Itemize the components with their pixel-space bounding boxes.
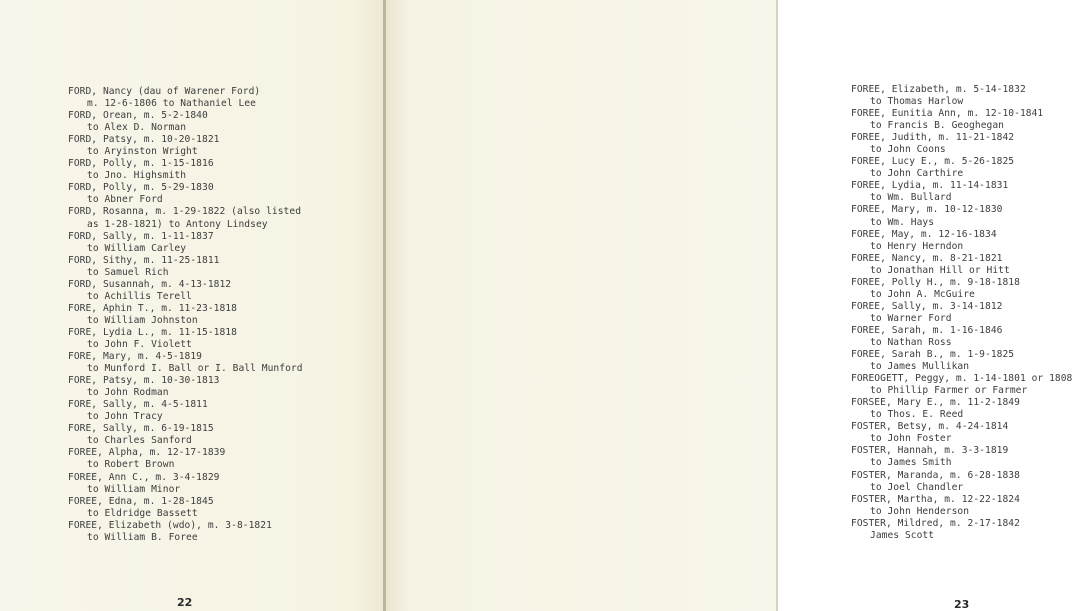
right-entry-list	[851, 84, 1072, 542]
entry-spouse-line: to John Coons	[870, 144, 946, 156]
entry-name-line: FOREE, Nancy, m. 8-21-1821	[851, 252, 1003, 264]
entry-name-line: FOSTER, Mildred, m. 2-17-1842	[851, 517, 1020, 529]
entry-name-line: FOREE, Lydia, m. 11-14-1831	[851, 180, 1009, 192]
marriage-entry	[851, 277, 1072, 301]
entry-name-line: FOREE, Edna, m. 1-28-1845	[68, 495, 214, 507]
entry-name-line: FOREE, Sally, m. 3-14-1812	[851, 300, 1003, 312]
entry-spouse-line: to William Carley	[87, 242, 187, 254]
entry-spouse-line: to Achillis Terell	[87, 290, 192, 302]
marriage-entry	[851, 325, 1072, 349]
entry-spouse-line: to John Rodman	[87, 387, 169, 399]
entry-name-line: FORD, Sally, m. 1-11-1837	[68, 230, 214, 242]
marriage-entry	[68, 279, 303, 303]
page-number-left: 22	[177, 596, 193, 609]
entry-spouse-line: to John Carthire	[870, 168, 964, 180]
entry-name-line: FORD, Patsy, m. 10-20-1821	[68, 134, 220, 146]
entry-name-line: FORE, Mary, m. 4-5-1819	[68, 351, 202, 363]
entry-name-line: FOREE, Lucy E., m. 5-26-1825	[851, 156, 1015, 168]
entry-spouse-line: to Henry Herndon	[870, 240, 964, 252]
entry-spouse-line: to Eldridge Bassett	[87, 507, 198, 519]
entry-spouse-line: to Aryinston Wright	[87, 146, 198, 158]
marriage-entry	[851, 180, 1072, 204]
background-margin	[778, 0, 840, 611]
marriage-entry	[68, 255, 303, 279]
marriage-entry	[68, 351, 303, 375]
marriage-entry	[851, 518, 1072, 542]
marriage-entry	[68, 110, 303, 134]
entry-spouse-line: to Nathan Ross	[870, 336, 952, 348]
entry-name-line: FOREE, Elizabeth, m. 5-14-1832	[851, 84, 1026, 95]
marriage-entry	[851, 373, 1072, 397]
entry-name-line: FOREE, Mary, m. 10-12-1830	[851, 204, 1003, 216]
entry-spouse-line: to Robert Brown	[87, 459, 175, 471]
marriage-entry	[851, 204, 1072, 228]
entry-name-line: FORD, Orean, m. 5-2-1840	[68, 110, 208, 122]
marriage-entry	[851, 397, 1072, 421]
marriage-entry	[68, 86, 303, 110]
entry-spouse-line: to Alex D. Norman	[87, 122, 187, 134]
entry-name-line: FORE, Patsy, m. 10-30-1813	[68, 375, 220, 387]
marriage-entry	[851, 84, 1072, 108]
entry-name-line: FOREE, Sarah B., m. 1-9-1825	[851, 349, 1015, 361]
entry-name-line: FOSTER, Martha, m. 12-22-1824	[851, 493, 1020, 505]
marriage-entry	[68, 472, 303, 496]
marriage-entry	[851, 156, 1072, 180]
entry-spouse-line: to William Johnston	[87, 314, 198, 326]
marriage-entry	[851, 494, 1072, 518]
entry-name-line: FORD, Susannah, m. 4-13-1812	[68, 278, 232, 290]
entry-name-line: FOSTER, Betsy, m. 4-24-1814	[851, 421, 1009, 433]
entry-name-line: FORE, Aphin T., m. 11-23-1818	[68, 302, 237, 314]
entry-name-line: FORE, Sally, m. 6-19-1815	[68, 423, 214, 435]
left-page	[0, 0, 383, 611]
marriage-entry	[68, 423, 303, 447]
entry-name-line: FORD, Polly, m. 5-29-1830	[68, 182, 214, 194]
entry-spouse-line: to Warner Ford	[870, 312, 952, 324]
marriage-entry	[851, 301, 1072, 325]
left-entry-list	[68, 86, 303, 544]
entry-spouse-line: to Wm. Bullard	[870, 192, 952, 204]
entry-spouse-line: to Francis B. Geoghegan	[870, 120, 1004, 132]
entry-spouse-line: to James Smith	[870, 457, 952, 469]
marriage-entry	[68, 182, 303, 206]
entry-spouse-line: to John Tracy	[87, 411, 163, 423]
entry-name-line: FOREE, Sarah, m. 1-16-1846	[851, 324, 1003, 336]
entry-spouse-line: to Joel Chandler	[870, 481, 964, 493]
entry-name-line: FORE, Lydia L., m. 11-15-1818	[68, 326, 237, 338]
entry-name-line: FOREE, Polly H., m. 9-18-1818	[851, 276, 1020, 288]
entry-spouse-line: to Thomas Harlow	[870, 96, 964, 108]
entry-spouse-line: to John F. Violett	[87, 338, 192, 350]
marriage-entry	[68, 303, 303, 327]
entry-spouse-line: to Jno. Highsmith	[87, 170, 187, 182]
entry-name-line: FORD, Polly, m. 1-15-1816	[68, 158, 214, 170]
entry-spouse-line: to William B. Foree	[87, 531, 198, 543]
marriage-entry	[68, 399, 303, 423]
marriage-entry	[851, 108, 1072, 132]
entry-name-line: FOREE, Alpha, m. 12-17-1839	[68, 447, 226, 459]
entry-name-line: FORD, Rosanna, m. 1-29-1822 (also listed	[68, 206, 302, 218]
entry-name-line: FOREE, Judith, m. 11-21-1842	[851, 132, 1015, 144]
entry-spouse-line: to Jonathan Hill or Hitt	[870, 264, 1010, 276]
marriage-entry	[851, 470, 1072, 494]
entry-name-line: FORD, Nancy (dau of Warener Ford)	[68, 86, 261, 97]
marriage-entry	[68, 327, 303, 351]
marriage-entry	[68, 520, 303, 544]
marriage-entry	[851, 445, 1072, 469]
marriage-entry	[68, 158, 303, 182]
marriage-entry	[68, 206, 303, 230]
entry-name-line: FORSEE, Mary E., m. 11-2-1849	[851, 397, 1020, 409]
marriage-entry	[851, 229, 1072, 253]
entry-spouse-line: to Wm. Hays	[870, 216, 935, 228]
entry-name-line: FOSTER, Hannah, m. 3-3-1819	[851, 445, 1009, 457]
entry-name-line: FORD, Sithy, m. 11-25-1811	[68, 254, 220, 266]
marriage-entry	[851, 132, 1072, 156]
entry-spouse-line: to Munford I. Ball or I. Ball Munford	[87, 363, 303, 375]
page-number-right: 23	[954, 598, 970, 611]
entry-spouse-line: m. 12-6-1806 to Nathaniel Lee	[87, 98, 256, 110]
entry-name-line: FOREE, Eunitia Ann, m. 12-10-1841	[851, 108, 1044, 120]
entry-spouse-line: to Samuel Rich	[87, 266, 169, 278]
entry-spouse-line: to Phillip Farmer or Farmer	[870, 385, 1028, 397]
entry-spouse-line: James Scott	[870, 529, 935, 541]
entry-name-line: FOREE, Elizabeth (wdo), m. 3-8-1821	[68, 519, 272, 531]
entry-spouse-line: to John Foster	[870, 433, 952, 445]
entry-name-line: FORE, Sally, m. 4-5-1811	[68, 399, 208, 411]
marriage-entry	[68, 447, 303, 471]
marriage-entry	[68, 496, 303, 520]
entry-spouse-line: to Charles Sanford	[87, 435, 192, 447]
marriage-entry	[68, 134, 303, 158]
entry-spouse-line: to Abner Ford	[87, 194, 163, 206]
marriage-entry	[851, 253, 1072, 277]
entry-name-line: FOSTER, Maranda, m. 6-28-1838	[851, 469, 1020, 481]
entry-spouse-line: to William Minor	[87, 483, 181, 495]
entry-name-line: FOREE, May, m. 12-16-1834	[851, 228, 997, 240]
marriage-entry	[851, 349, 1072, 373]
entry-spouse-line: to James Mullikan	[870, 361, 970, 373]
marriage-entry	[68, 375, 303, 399]
entry-spouse-line: as 1-28-1821) to Antony Lindsey	[87, 218, 268, 230]
entry-name-line: FOREE, Ann C., m. 3-4-1829	[68, 471, 220, 483]
entry-spouse-line: to John Henderson	[870, 505, 970, 517]
entry-spouse-line: to Thos. E. Reed	[870, 409, 964, 421]
entry-name-line: FOREOGETT, Peggy, m. 1-14-1801 or 1808	[851, 373, 1072, 385]
marriage-entry	[68, 231, 303, 255]
entry-spouse-line: to John A. McGuire	[870, 288, 975, 300]
right-page	[386, 0, 1072, 611]
marriage-entry	[851, 421, 1072, 445]
